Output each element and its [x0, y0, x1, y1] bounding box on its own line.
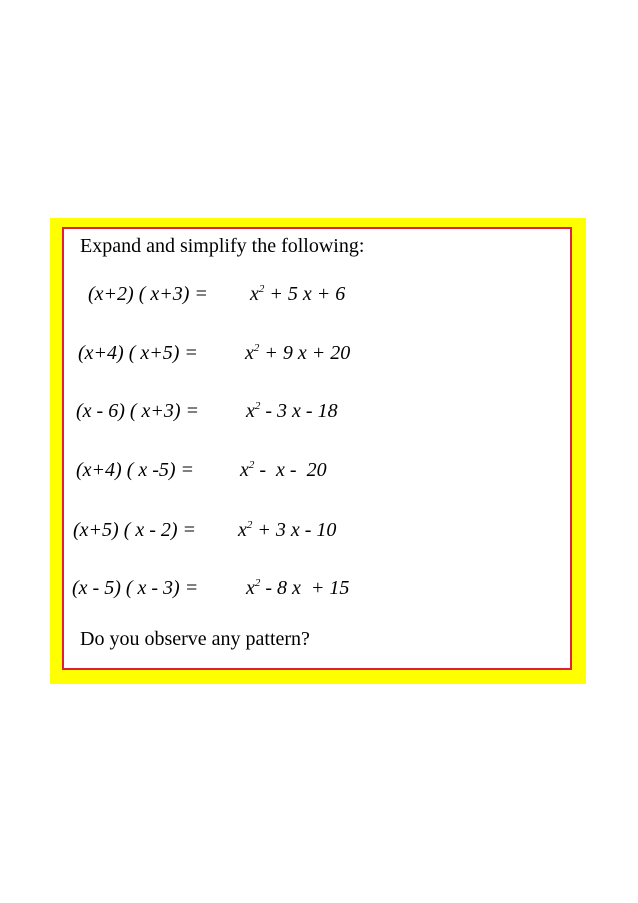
heading: Expand and simplify the following: — [80, 235, 365, 257]
equation-rhs: $x^2 + 3$ x - 10 — [238, 519, 337, 541]
equation-rhs: $x^2 + 5$ x + 6 — [250, 283, 346, 305]
equation-lhs: (x - 5) ( x - 3) = — [72, 577, 199, 599]
question: Do you observe any pattern? — [80, 628, 310, 650]
equation-rhs: $x^2 - 3$ x - 18 — [246, 400, 338, 422]
equation-rhs: $x^2 + 9$ x + 20 — [245, 342, 351, 364]
equation-lhs: (x+2) ( x+3) = — [88, 283, 208, 305]
equation-lhs: (x+4) ( x+5) = — [78, 342, 198, 364]
equation-rhs: $x^2 - 8$ x + 15 — [246, 577, 350, 599]
equation-lhs: (x+4) ( x -5) = — [76, 459, 195, 481]
equation-lhs: (x - 6) ( x+3) = — [76, 400, 200, 422]
equation-rhs: $x^2$ - x - 20 — [240, 459, 327, 481]
equation-lhs: (x+5) ( x - 2) = — [73, 519, 197, 541]
